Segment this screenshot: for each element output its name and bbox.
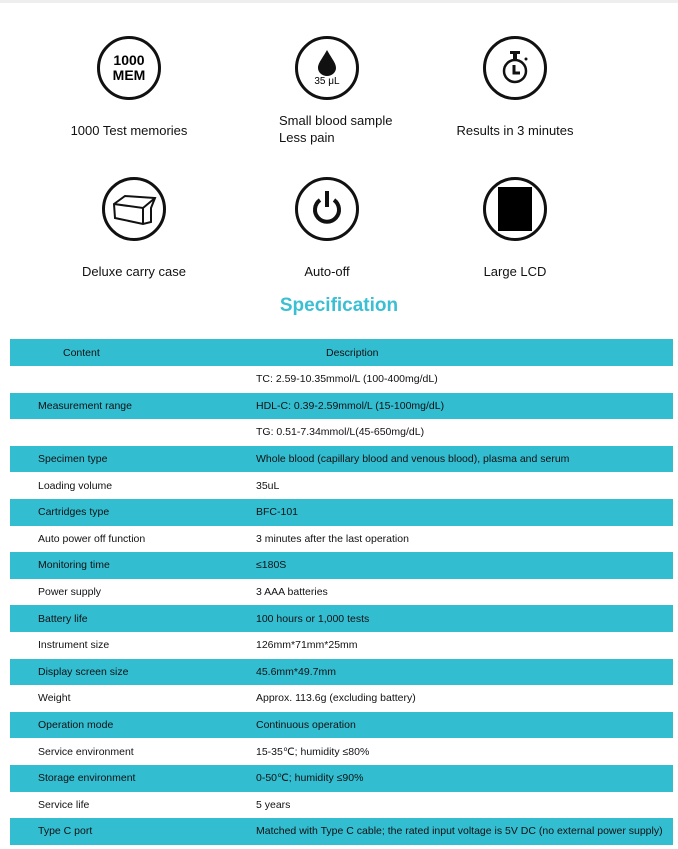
table-row <box>10 393 673 420</box>
table-row <box>10 712 673 739</box>
row-description: Whole blood (capillary blood and venous blood), plasma and serum <box>256 453 570 466</box>
table-row <box>10 499 673 526</box>
row-description: Matched with Type C cable; the rated input voltage is 5V DC (no external power supply) <box>256 825 663 838</box>
spec-table <box>10 339 673 845</box>
table-row <box>10 632 673 659</box>
table-row <box>10 366 673 393</box>
power-icon <box>295 177 359 241</box>
row-description: ≤180S <box>256 559 287 572</box>
row-content: Service environment <box>38 745 134 758</box>
row-description: 15-35℃; humidity ≤80% <box>256 745 370 758</box>
row-description: 3 AAA batteries <box>256 586 328 599</box>
row-content: Battery life <box>38 612 88 625</box>
table-row <box>10 792 673 819</box>
row-description: TC: 2.59-10.35mmol/L (100-400mg/dL) <box>256 373 438 386</box>
row-content: Type C port <box>38 825 93 838</box>
row-description: 3 minutes after the last operation <box>256 532 409 545</box>
row-content: Loading volume <box>38 479 113 492</box>
table-row <box>10 446 673 473</box>
table-row <box>10 419 673 446</box>
header-description: Description <box>326 346 379 359</box>
feature-carry-case <box>34 177 234 280</box>
row-description: 45.6mm*49.7mm <box>256 665 336 678</box>
feature-label: 1000 Test memories <box>70 123 188 138</box>
row-content <box>10 366 256 393</box>
row-description: Continuous operation <box>256 719 356 732</box>
row-content: Display screen size <box>38 665 129 678</box>
row-content: Measurement range <box>38 399 132 412</box>
table-row <box>10 472 673 499</box>
row-description: 100 hours or 1,000 tests <box>256 612 370 625</box>
feature-results-time <box>415 36 615 139</box>
row-description: 35uL <box>256 479 280 492</box>
row-content: Operation mode <box>38 719 114 732</box>
feature-memories <box>29 36 229 139</box>
table-row <box>10 818 673 845</box>
spec-title: Specification <box>279 295 399 316</box>
table-header <box>10 339 673 366</box>
row-content <box>10 419 256 446</box>
table-row <box>10 526 673 553</box>
stopwatch-icon <box>483 36 547 100</box>
header-content: Content <box>63 346 100 359</box>
row-content: Specimen type <box>38 453 108 466</box>
feature-label: Results in 3 minutes <box>456 123 574 138</box>
memory-icon <box>97 36 161 100</box>
row-content: Cartridges type <box>38 506 110 519</box>
row-content: Auto power off function <box>38 532 146 545</box>
row-content: Power supply <box>38 586 102 599</box>
table-row <box>10 552 673 579</box>
row-description: 5 years <box>256 798 291 811</box>
row-content: Storage environment <box>38 772 136 785</box>
sample-volume: 35 μL <box>314 75 340 87</box>
table-row <box>10 738 673 765</box>
feature-large-lcd <box>415 177 615 280</box>
row-content: Weight <box>38 692 71 705</box>
top-border <box>0 0 678 3</box>
table-row <box>10 659 673 686</box>
feature-auto-off <box>227 177 427 280</box>
memory-icon-line1: 1000 <box>113 52 145 68</box>
carry-case-icon <box>102 177 166 241</box>
row-description: HDL-C: 0.39-2.59mmol/L (15-100mg/dL) <box>256 399 445 412</box>
feature-label: Deluxe carry case <box>81 264 187 279</box>
feature-blood-sample <box>227 36 427 146</box>
row-description: 126mm*71mm*25mm <box>256 639 358 652</box>
table-row <box>10 605 673 632</box>
row-description: TG: 0.51-7.34mmol/L(45-650mg/dL) <box>256 426 425 439</box>
lcd-icon <box>483 177 547 241</box>
row-description: Approx. 113.6g (excluding battery) <box>256 692 416 705</box>
row-description: 0-50℃; humidity ≤90% <box>256 772 364 785</box>
feature-label: Large LCD <box>483 264 547 279</box>
table-row <box>10 765 673 792</box>
feature-label-line2: Less pain <box>279 130 335 145</box>
feature-label-line1: Small blood sample <box>279 113 393 128</box>
row-description: BFC-101 <box>256 506 299 519</box>
row-content: Monitoring time <box>38 559 110 572</box>
memory-icon-line2: MEM <box>112 67 146 83</box>
table-row <box>10 685 673 712</box>
row-content: Service life <box>38 798 90 811</box>
feature-label: Auto-off <box>304 264 350 279</box>
row-content: Instrument size <box>38 639 110 652</box>
table-row <box>10 579 673 606</box>
blood-drop-icon <box>295 36 359 100</box>
